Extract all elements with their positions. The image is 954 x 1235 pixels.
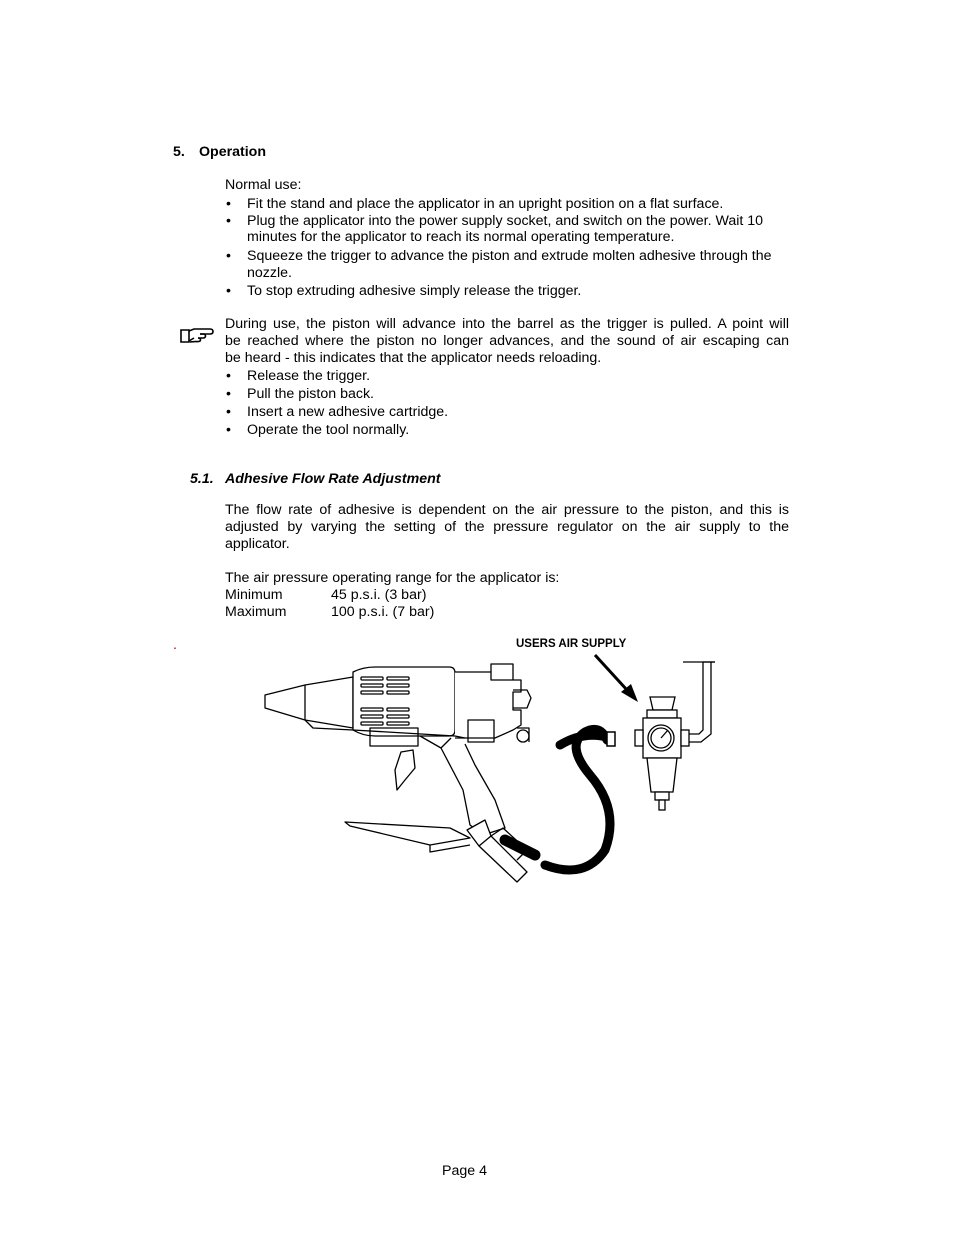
- bullet-marker: •: [226, 248, 231, 264]
- normal-use-bullet-4: To stop extruding adhesive simply release the trigger.: [247, 283, 582, 299]
- stray-mark: .: [173, 637, 177, 653]
- note-bullet-3: Insert a new adhesive cartridge.: [247, 404, 449, 420]
- pointing-hand-icon: [180, 326, 214, 344]
- air-supply-callout: USERS AIR SUPPLY: [516, 638, 627, 650]
- bullet-marker: •: [226, 404, 231, 420]
- bullet-marker: •: [226, 196, 231, 212]
- bullet-marker: •: [226, 368, 231, 384]
- range-maximum-value: 100 p.s.i. (7 bar): [331, 604, 435, 620]
- normal-use-bullet-3-line-1: Squeeze the trigger to advance the piston and extrude molten adhesive through the: [247, 248, 772, 264]
- flow-paragraph-line-1: The flow rate of adhesive is dependent on the air pressure to the piston, and this is: [225, 502, 789, 518]
- flow-paragraph-line-3: applicator.: [225, 536, 290, 552]
- subsection-title: Adhesive Flow Rate Adjustment: [225, 471, 441, 487]
- note-line-3: be heard - this indicates that the applicator needs reloading.: [225, 350, 602, 366]
- note-line-1: During use, the piston will advance into the barrel as the trigger is pulled. A point will: [225, 316, 789, 332]
- bullet-marker: •: [226, 283, 231, 299]
- normal-use-bullet-2-line-2: minutes for the applicator to reach its normal operating temperature.: [247, 229, 675, 245]
- page-number: Page 4: [442, 1163, 487, 1179]
- note-bullet-2: Pull the piston back.: [247, 386, 374, 402]
- section-number: 5.: [173, 144, 185, 160]
- note-line-2: be reached where the piston no longer advances, and the sound of air escaping can: [225, 333, 789, 349]
- range-minimum-value: 45 p.s.i. (3 bar): [331, 587, 427, 603]
- bullet-marker: •: [226, 386, 231, 402]
- bullet-marker: •: [226, 422, 231, 438]
- glue-gun-illustration: [255, 650, 725, 900]
- bullet-marker: •: [226, 213, 231, 229]
- note-bullet-1: Release the trigger.: [247, 368, 371, 384]
- range-maximum-label: Maximum: [225, 604, 287, 620]
- section-title: Operation: [199, 144, 267, 160]
- range-intro: The air pressure operating range for the applicator is:: [225, 570, 560, 586]
- normal-use-bullet-3-line-2: nozzle.: [247, 265, 292, 281]
- range-minimum-label: Minimum: [225, 587, 283, 603]
- subsection-number: 5.1.: [190, 471, 214, 487]
- flow-paragraph-line-2: adjusted by varying the setting of the pressure regulator on the air supply to the: [225, 519, 789, 535]
- note-bullet-4: Operate the tool normally.: [247, 422, 410, 438]
- normal-use-bullet-1: Fit the stand and place the applicator in an upright position on a flat surface.: [247, 196, 724, 212]
- normal-use-heading: Normal use:: [225, 177, 302, 193]
- normal-use-bullet-2-line-1: Plug the applicator into the power supply socket, and switch on the power. Wait 10: [247, 213, 764, 229]
